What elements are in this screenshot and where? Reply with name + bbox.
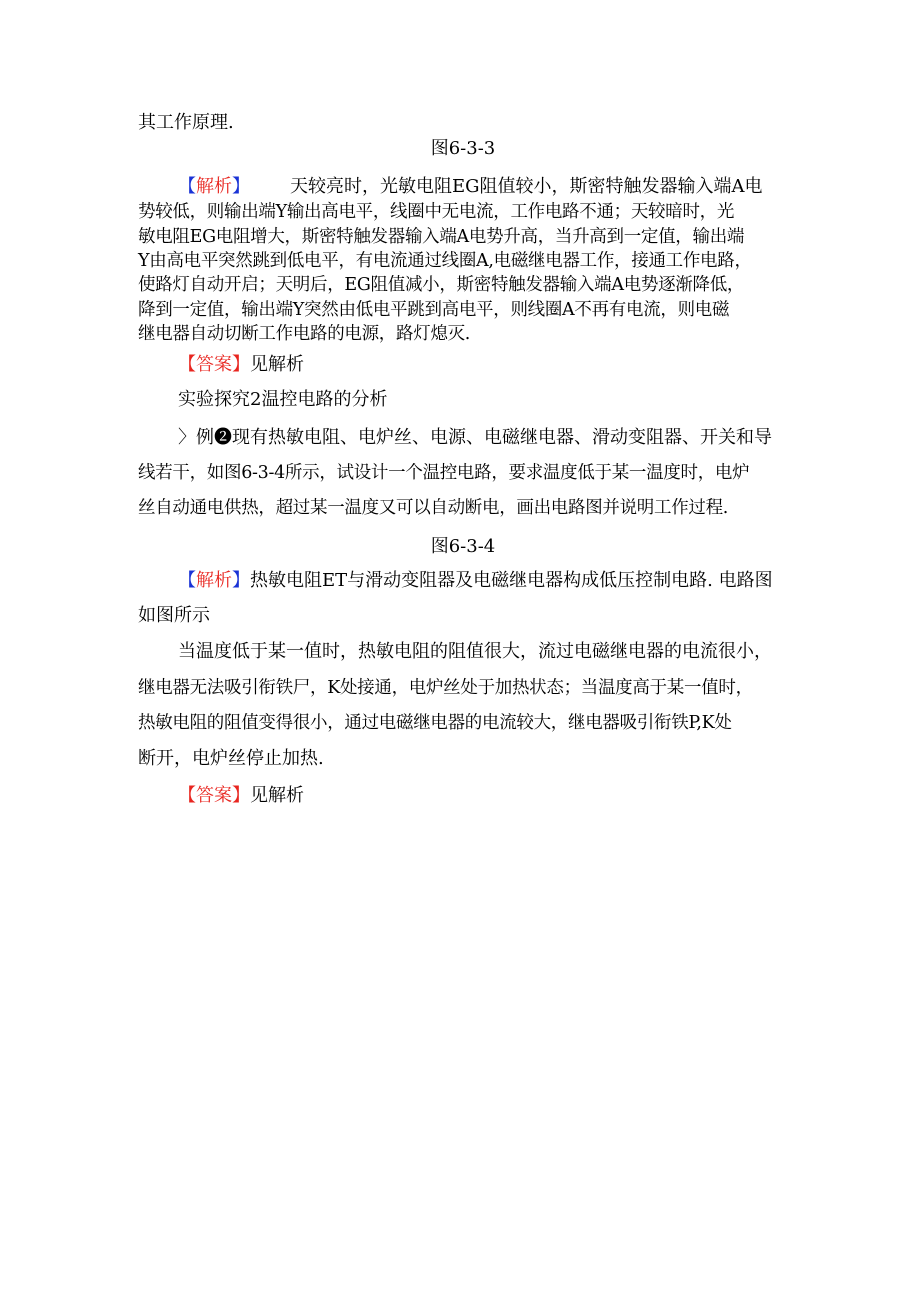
explanation-line-4: 断开，电炉丝停止加热. bbox=[138, 748, 324, 769]
analysis-1-bracket-close: 】 bbox=[232, 176, 250, 197]
example-2-line-3: 丝自动通电供热，超过某一温度又可以自动断电，画出电路图并说明工作过程. bbox=[138, 498, 729, 518]
answer-1-bracket-open: 【 bbox=[178, 354, 196, 375]
analysis-1-bracket-open: 【 bbox=[178, 176, 196, 197]
analysis-2-bracket-open: 【 bbox=[178, 570, 196, 591]
explanation-line-2: 继电器无法吸引衔铁尸，K处接通，电炉丝处于加热状态；当温度高于某一值时， bbox=[138, 678, 753, 698]
explanation-line-1: 当温度低于某一值时，热敏电阻的阻值很大，流过电磁继电器的电流很小， bbox=[178, 641, 772, 662]
intro-tail: 其工作原理. bbox=[138, 112, 234, 133]
analysis-2-bracket-close: 】 bbox=[232, 570, 250, 591]
analysis-1-line-5: 使路灯自动开启；天明后，EG阻值减小，斯密特触发器输入端A电势逐渐降低， bbox=[138, 275, 745, 295]
analysis-1-tag: 解析 bbox=[196, 176, 232, 197]
analysis-2-line-1 bbox=[178, 569, 788, 593]
answer-2-text: 见解析 bbox=[250, 785, 304, 806]
answer-2-bracket-open: 【 bbox=[178, 785, 196, 806]
analysis-1-line-2: 势较低，则输出端Y输出高电平，线圈中无电流，工作电路不通；天较暗时，光 bbox=[138, 202, 735, 222]
analysis-2-line-2: 如图所示 bbox=[138, 605, 210, 626]
analysis-2-tag: 解析 bbox=[196, 570, 232, 591]
figure-caption-6-3-4: 图6-3-4 bbox=[430, 536, 496, 557]
analysis-1-text-1: 天较亮时，光敏电阻EG阻值较小，斯密特触发器输入端A电 bbox=[290, 176, 763, 197]
explanation-line-3: 热敏电阻的阻值变得很小，通过电磁继电器的电流较大，继电器吸引衔铁P,K处 bbox=[138, 713, 732, 733]
example-2-prefix: 〉例❷ bbox=[178, 427, 232, 448]
analysis-2-text-1: 热敏电阻ET与滑动变阻器及电磁继电器构成低压控制电路. 电路图 bbox=[250, 570, 773, 591]
figure-caption-6-3-3: 图6-3-3 bbox=[430, 138, 496, 159]
answer-2-tag: 答案 bbox=[196, 785, 232, 806]
example-2-text-1: 现有热敏电阻、电炉丝、电源、电磁继电器、滑动变阻器、开关和导 bbox=[232, 427, 772, 448]
answer-1-bracket-close: 】 bbox=[232, 354, 250, 375]
answer-2-bracket-close: 】 bbox=[232, 785, 250, 806]
analysis-1-line-6: 降到一定值，输出端Y突然由低电平跳到高电平，则线圈A不再有电流，则电磁 bbox=[138, 300, 730, 320]
answer-1-tag: 答案 bbox=[196, 354, 232, 375]
answer-1 bbox=[178, 353, 788, 377]
analysis-1-line-3: 敏电阻EG电阻增大，斯密特触发器输入端A电势升高，当升高到一定值，输出端 bbox=[138, 227, 745, 247]
answer-2 bbox=[178, 784, 788, 808]
example-2-line-2: 线若干，如图6-3-4所示，试设计一个温控电路，要求温度低于某一温度时，电炉 bbox=[138, 463, 750, 483]
example-2-line-1 bbox=[178, 426, 788, 450]
analysis-1-line-1 bbox=[178, 175, 788, 199]
analysis-1-line-4: Y由高电平突然跳到低电平，有电流通过线圈A,电磁继电器工作，接通工作电路， bbox=[138, 251, 752, 271]
answer-1-text: 见解析 bbox=[250, 354, 304, 375]
analysis-1-line-7: 继电器自动切断工作电路的电源，路灯熄灭. bbox=[138, 324, 471, 344]
section-title: 实验探究2温控电路的分析 bbox=[178, 389, 388, 410]
